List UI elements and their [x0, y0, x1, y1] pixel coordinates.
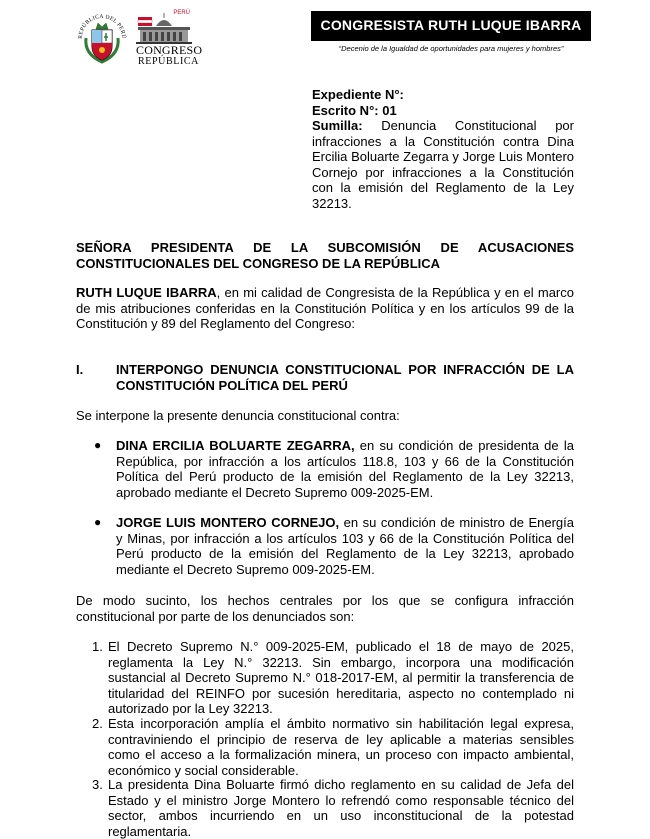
accused-name: DINA ERCILIA BOLUARTE ZEGARRA, [116, 438, 355, 453]
decade-motto: “Decenio de la Igualdad de oportunidades para mujeres y hombres” [338, 44, 564, 53]
logo-republica-label: REPÚBLICA [138, 56, 199, 67]
addressee-heading: SEÑORA PRESIDENTA DE LA SUBCOMISIÓN DE ACUSACIONES CONSTITUCIONALES DEL CONGRESO DE LA REPÚBLICA [76, 240, 574, 271]
expediente-block [312, 87, 574, 211]
logo-peru-label: PERÚ [173, 10, 190, 16]
congresista-banner: CONGRESISTA RUTH LUQUE IBARRA [311, 11, 591, 41]
section-title: INTERPONGO DENUNCIA CONSTITUCIONAL POR INFRACCIÓN DE LA CONSTITUCIÓN POLÍTICA DEL PERÚ [116, 362, 574, 393]
expediente-label: Expediente N°: [312, 87, 404, 102]
fact-number: 1. [92, 639, 103, 654]
sumilla-label: Sumilla: [312, 118, 363, 133]
sumilla-paragraph [312, 118, 574, 211]
sumilla-text: Denuncia Constitucional por infracciones a la Constitución contra Dina Ercilia Boluarte Zegarra y Jorge Luis Montero Cornejo por infracciones a la Constitución con la emisión del Reglamento de la Ley 32213. [312, 118, 574, 211]
bullet-icon: ● [94, 515, 102, 529]
congreso-logo [134, 10, 203, 68]
against-paragraph: Se interpone la presente denuncia constitucional contra: [76, 408, 400, 423]
section-number: I. [76, 362, 84, 377]
fact-number: 2. [92, 716, 103, 731]
logo-congreso-label: CONGRESO [136, 43, 203, 57]
intro-name: RUTH LUQUE IBARRA [76, 285, 217, 300]
accused-text: en su condición de ministro de Energía y Minas, por infracción a los artículos 103 y 66 de la Constitución Política del Perú producto de la emisión del Reglamento de la Ley 32213, aprobado mediante el Decreto Supremo 009-2025-EM. [116, 515, 574, 577]
accused-name: JORGE LUIS MONTERO CORNEJO, [116, 515, 340, 530]
peru-coat-of-arms-logo [74, 8, 130, 66]
list-item [116, 515, 574, 577]
fact-number: 3. [92, 777, 103, 792]
intro-paragraph [76, 285, 574, 332]
fact-item: El Decreto Supremo N.° 009-2025-EM, publicado el 18 de mayo de 2025, reglamenta la Ley N.° 32213. Sin embargo, incorpora una modificación sustancial al Decreto Supremo N.° 018-2017-EM, al permitir la transferencia de titularidad del REINFO por sucesión hereditaria, aspecto no contemplado ni autorizado por la Ley 32213. [108, 639, 574, 716]
accused-text: en su condición de presidenta de la República, por infracción a los artículos 118.8, 103 y 66 de la Constitución Política del Perú producto de la emisión del Reglamento de la Ley 32213, aprobado mediante el Decreto Supremo 009-2025-EM. [116, 438, 574, 500]
bullet-icon: ● [94, 438, 102, 452]
escrito-label: Escrito N°: 01 [312, 102, 397, 118]
fact-item: La presidenta Dina Boluarte firmó dicho reglamento en su calidad de Jefa del Estado y el ministro Jorge Montero lo refrendó como responsable técnico del sector, ambos incurriendo en un uso inconstitucional de la potestad reglamentaria. [108, 777, 574, 839]
intro-text: , en mi calidad de Congresista de la República y en el marco de mis atribuciones conferidas en la Constitución Política y en los artículos 99 de la Constitución y 89 del Reglamento del Congreso: [76, 285, 574, 331]
fact-item: Esta incorporación amplía el ámbito normativo sin habilitación legal expresa, contraviniendo el principio de reserva de ley aplicable a materias sensibles como el acceso a la formalización minera, un proceso con impacto ambiental, económico y social considerable. [108, 716, 574, 778]
congress-building-icon [134, 12, 194, 46]
facts-intro-paragraph: De modo sucinto, los hechos centrales por los que se configura infracción constitucional por parte de los denunciados son: [76, 593, 574, 624]
escudo-text: REPÚBLICA DEL PERÚ [77, 13, 127, 39]
list-item [116, 438, 574, 500]
